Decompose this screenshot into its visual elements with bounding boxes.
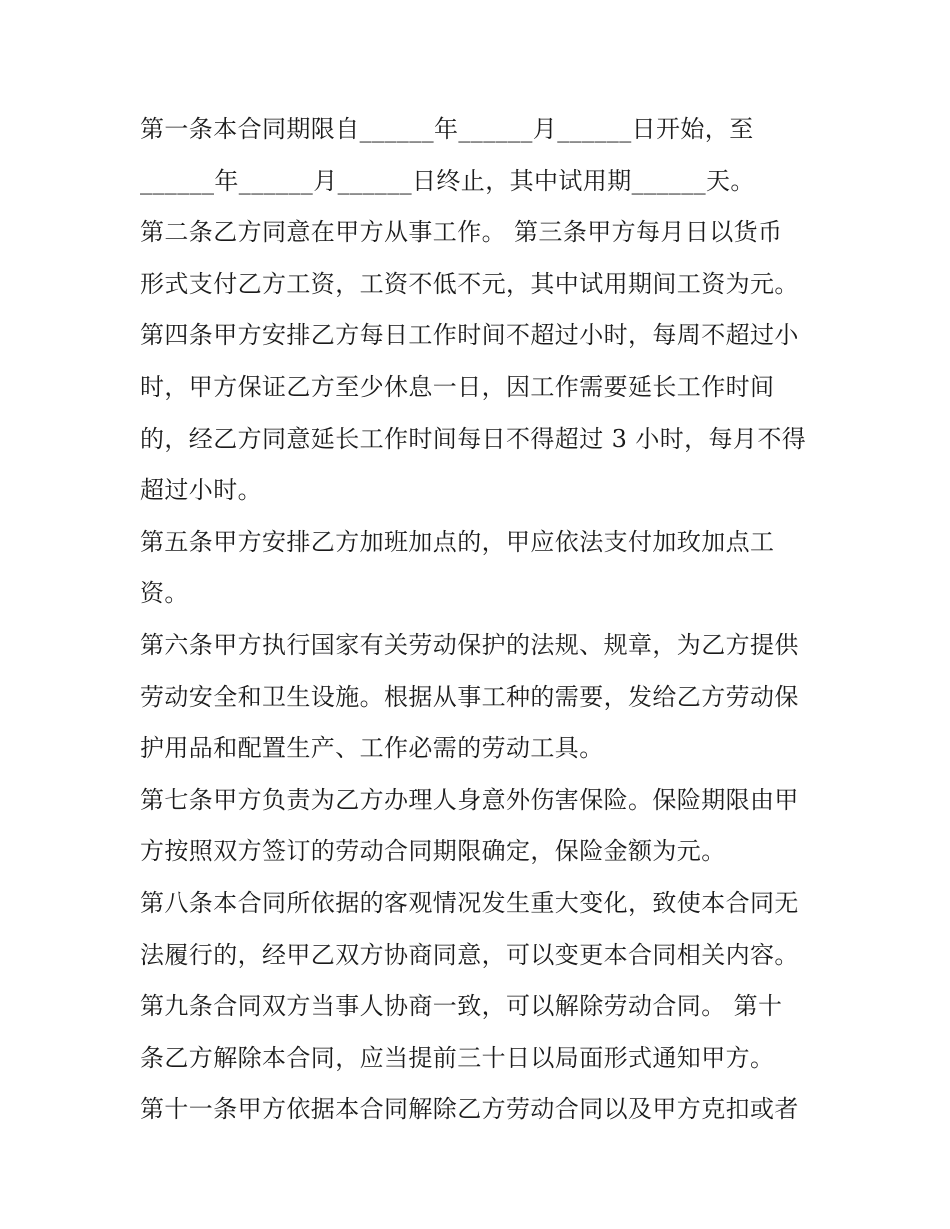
text-line: 第四条甲方安排乙方每日工作时间不超过小时，每周不超过小 xyxy=(140,321,799,350)
text-line: 超过小时。 xyxy=(140,476,262,505)
text-line: 资。 xyxy=(140,579,189,608)
text-line: 第五条甲方安排乙方加班加点的，甲应依法支付加玫加点工 xyxy=(140,527,775,556)
text-line: 法履行的，经甲乙双方协商同意，可以变更本合同相关内容。 xyxy=(140,940,799,969)
text-line: ______年______月______日终止，其中试用期______天。 xyxy=(140,166,755,195)
text-line: 第一条本合同期限自______年______月______日开始，至 xyxy=(140,115,754,143)
contract-text-body xyxy=(140,104,820,1136)
text-line: 劳动安全和卫生设施。根据从事工种的需要，发给乙方劳动保 xyxy=(140,682,799,711)
text-line: 的，经乙方同意延长工作时间每日不得超过 3 小时，每月不得 xyxy=(140,424,807,453)
text-line: 第二条乙方同意在甲方从事工作。 第三条甲方每月日以货币 xyxy=(140,218,783,247)
text-line: 形式支付乙方工资，工资不低不元，其中试用期间工资为元。 xyxy=(140,269,799,298)
text-line: 第七条甲方负责为乙方办理人身意外伤害保险。保险期限由甲 xyxy=(140,785,799,814)
text-line: 护用品和配置生产、工作必需的劳动工具。 xyxy=(140,734,604,763)
text-line: 第九条合同双方当事人协商一致，可以解除劳动合同。 第十 xyxy=(140,992,783,1021)
text-line: 方按照双方签订的劳动合同期限确定，保险金额为元。 xyxy=(140,837,726,866)
text-line: 条乙方解除本合同，应当提前三十日以局面形式通知甲方。 xyxy=(140,1043,775,1072)
text-line: 第十一条甲方依据本合同解除乙方劳动合同以及甲方克扣或者 xyxy=(140,1095,799,1124)
text-line: 第八条本合同所依据的客观情况发生重大变化，致使本合同无 xyxy=(140,888,799,917)
text-line: 时，甲方保证乙方至少休息一日，因工作需要延长工作时间 xyxy=(140,372,775,401)
text-line: 第六条甲方执行国家有关劳动保护的法规、规章，为乙方提供 xyxy=(140,630,799,659)
